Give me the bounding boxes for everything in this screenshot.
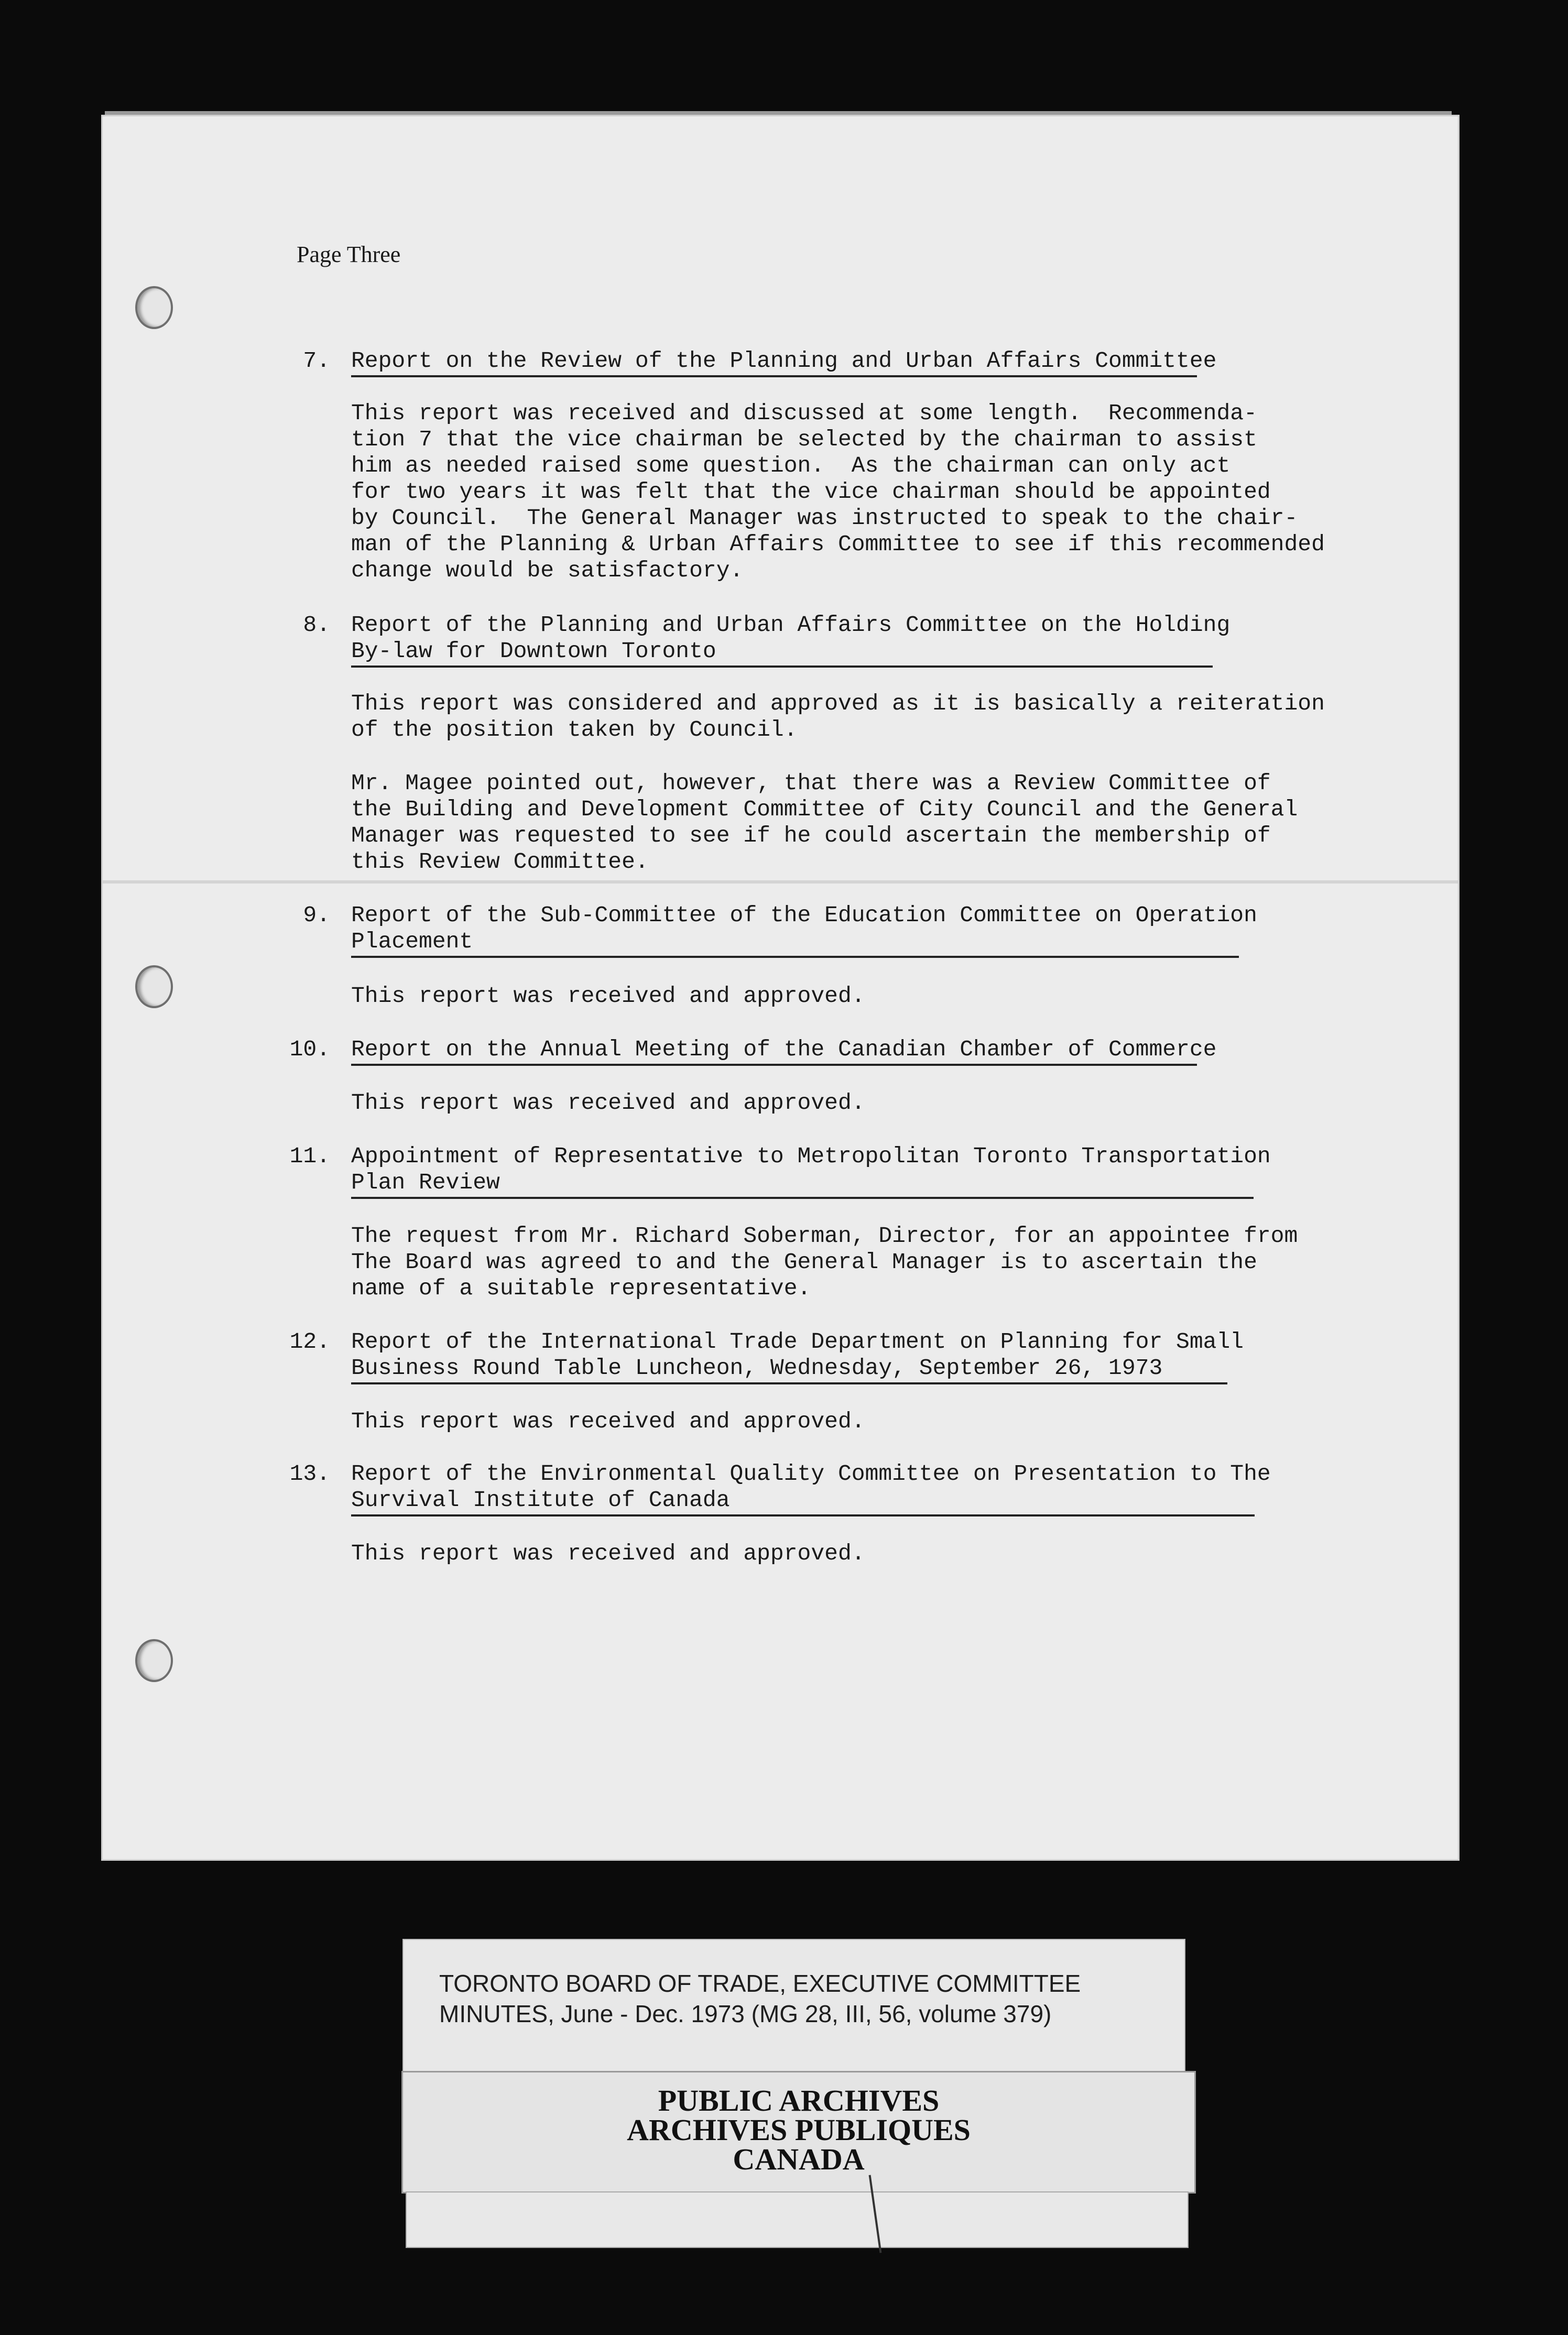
item-title: Appointment of Representative to Metropolitan Toronto Transportation Plan Review bbox=[351, 1143, 1271, 1195]
item-title: Report of the Sub-Committee of the Education Committee on Operation Placement bbox=[351, 902, 1257, 954]
title-underline bbox=[351, 665, 1213, 668]
item-number: 13. bbox=[289, 1461, 330, 1487]
title-underline bbox=[351, 375, 1197, 377]
item-title: Report of the Planning and Urban Affairs Committee on the Holding By-law for Downtown Toronto bbox=[351, 612, 1231, 664]
archive-label-card bbox=[402, 1939, 1185, 2072]
item-number: 10. bbox=[289, 1036, 330, 1062]
item-title: Report on the Annual Meeting of the Canadian Chamber of Commerce bbox=[351, 1036, 1217, 1062]
item-title: Report of the International Trade Department on Planning for Small Business Round Table Luncheon, Wednesday, September 26, 1973 bbox=[351, 1329, 1244, 1381]
title-underline bbox=[351, 1197, 1254, 1199]
stamp-line-2: ARCHIVES PUBLIQUES bbox=[627, 2113, 971, 2147]
archives-stamp bbox=[401, 2071, 1196, 2194]
item-number: 8. bbox=[303, 612, 330, 638]
item-paragraph: The request from Mr. Richard Soberman, Director, for an appointee from The Board was agreed to and the General Manager is to ascertain the name of a suitable representative. bbox=[351, 1223, 1298, 1301]
stamp-line-3: CANADA bbox=[733, 2142, 865, 2176]
item-number: 7. bbox=[303, 348, 330, 374]
item-paragraph: This report was received and approved. bbox=[351, 1541, 865, 1566]
item-number: 11. bbox=[289, 1143, 330, 1169]
item-title: Report on the Review of the Planning and Urban Affairs Committee bbox=[351, 348, 1217, 374]
item-title: Report of the Environmental Quality Committee on Presentation to The Survival Institute of Canada bbox=[351, 1461, 1271, 1513]
title-underline bbox=[351, 1064, 1197, 1066]
item-paragraph: This report was received and discussed at some length. Recommenda- tion 7 that the vice chairman be selected by the chairman to assist him as needed raised some question. As the chairman can only act for two years it was felt that the vice chairman should be appointed by Council. The General Manager was instructed to speak to the chair- man of the Planning & Urban Affairs Committee to see if this recommended change would be satisfactory. bbox=[351, 400, 1325, 583]
page-header: Page Three bbox=[297, 242, 401, 267]
item-paragraph: This report was received and approved. bbox=[351, 1090, 865, 1116]
item-paragraph: This report was considered and approved as it is basically a reiteration of the position taken by Council. bbox=[351, 691, 1325, 743]
item-number: 9. bbox=[303, 902, 330, 928]
stamp-line-1: PUBLIC ARCHIVES bbox=[658, 2083, 940, 2118]
archive-label-line-2: MINUTES, June - Dec. 1973 (MG 28, III, 56, volume 379) bbox=[439, 2000, 1052, 2027]
item-number: 12. bbox=[289, 1329, 330, 1355]
title-underline bbox=[351, 1514, 1255, 1516]
title-underline bbox=[351, 1382, 1227, 1384]
bottom-label-strip bbox=[406, 2191, 1189, 2248]
title-underline bbox=[351, 956, 1239, 958]
item-paragraph: This report was received and approved. bbox=[351, 1409, 865, 1434]
item-paragraph: Mr. Magee pointed out, however, that there was a Review Committee of the Building and Development Committee of City Council and the General Manager was requested to see if he could ascertain the membership of this Review Committee. bbox=[351, 770, 1298, 875]
item-paragraph: This report was received and approved. bbox=[351, 983, 865, 1009]
archive-label-line-1: TORONTO BOARD OF TRADE, EXECUTIVE COMMITTEE bbox=[439, 1970, 1081, 1997]
